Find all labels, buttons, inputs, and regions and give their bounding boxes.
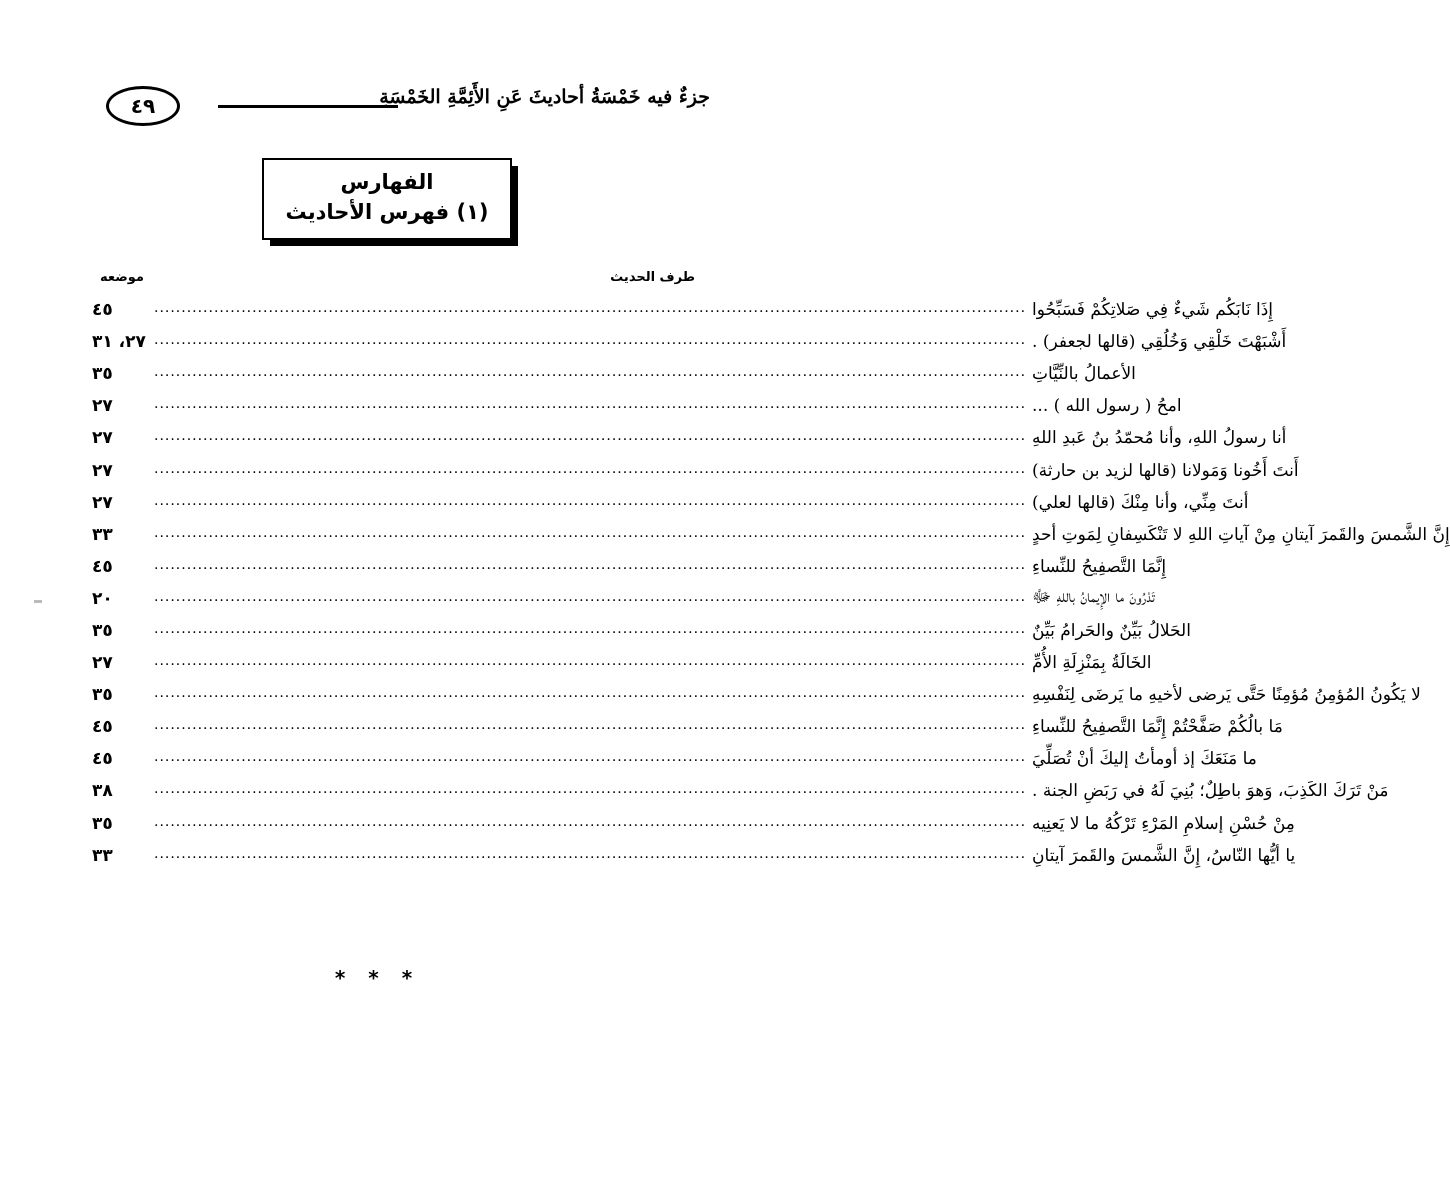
entry-page-ref: ٢٧ <box>92 460 113 481</box>
index-entry <box>92 840 1296 872</box>
dot-leader: ................................................................................................................................................................ <box>154 653 1027 670</box>
index-entry <box>92 583 1155 615</box>
section-subtitle: (١) فهرس الأحاديث <box>285 200 489 224</box>
index-entry <box>92 615 1191 647</box>
index-entry <box>92 454 1299 486</box>
dot-leader: ................................................................................................................................................................ <box>154 588 1027 605</box>
entry-hadith-text: إِنَّ الشَّمسَ والقَمرَ آيتانِ مِنْ آياتِ اللهِ لا تَنْكَسِفانِ لِمَوتِ أحدٍ <box>1032 524 1450 545</box>
entry-hadith-text: الحَلالُ بَيِّنٌ والحَرامُ بَيِّنٌ <box>1032 620 1191 641</box>
entry-page-ref: ٣٥ <box>92 813 113 834</box>
entry-hadith-text: أنتَ مِنِّي، وأنا مِنْكَ (قالها لعلي) <box>1032 492 1249 513</box>
title-box-frame <box>262 158 512 240</box>
entry-hadith-text: إِنَّمَا التَّصفِيحُ للنِّساءِ <box>1032 556 1167 577</box>
entry-page-ref: ٤٥ <box>92 717 113 738</box>
entry-page-ref: ٢٧ <box>92 396 113 417</box>
dot-leader: ................................................................................................................................................................ <box>154 396 1027 413</box>
dot-leader: ................................................................................................................................................................ <box>154 364 1027 381</box>
dot-leader: ................................................................................................................................................................ <box>154 620 1027 637</box>
page-header <box>100 84 710 134</box>
index-entry <box>92 711 1283 743</box>
entry-hadith-text: أَنتَ أَخُونا وَمَولانا (قالها لزيد بن حارثة) <box>1032 460 1299 481</box>
entry-page-ref: ٢٧، ٣١ <box>92 332 146 353</box>
section-title: الفهارس <box>340 170 434 194</box>
entry-hadith-text: مِنْ حُسْنِ إسلامِ المَرْءِ تَرْكُهُ ما لا يَعنِيه <box>1032 813 1295 834</box>
dot-leader: ................................................................................................................................................................ <box>154 460 1027 477</box>
entry-hadith-text: أَشْبَهْتَ خَلْقِي وَخُلُقِي (قالها لجعفر) . <box>1032 332 1287 353</box>
entry-page-ref: ٣٥ <box>92 685 113 706</box>
entry-page-ref: ٣٣ <box>92 845 113 866</box>
index-entry <box>92 743 1257 775</box>
entry-page-ref: ٣٥ <box>92 364 113 385</box>
entry-hadith-text: امحُ ( رسول الله ) ... <box>1032 396 1182 417</box>
index-entry <box>92 487 1249 519</box>
index-entry <box>92 422 1287 454</box>
dot-leader: ................................................................................................................................................................ <box>154 524 1027 541</box>
dot-leader: ................................................................................................................................................................ <box>154 845 1027 862</box>
index-entry <box>92 326 1287 358</box>
index-entry <box>92 294 1274 326</box>
entry-hadith-text: إِذَا نَابَكُم شَيءٌ فِي صَلاتِكُمْ فَسَبِّحُوا <box>1032 300 1274 321</box>
entry-hadith-text: ما مَنَعَكَ إذ أومأتُ إليكَ أنْ تُصَلِّيَ <box>1032 749 1257 770</box>
column-header-location: موضعه <box>100 270 144 285</box>
page-number: ٤٩ <box>106 86 180 126</box>
dot-leader: ................................................................................................................................................................ <box>154 685 1027 702</box>
closing-stars: * * * <box>334 966 421 990</box>
entry-hadith-text: الأعمالُ بالنِّيَّاتِ <box>1032 364 1136 385</box>
dot-leader: ................................................................................................................................................................ <box>154 556 1027 573</box>
index-entry <box>92 519 1450 551</box>
index-entry <box>92 390 1182 422</box>
entry-hadith-text: لا يَكُونُ المُؤمِنُ مُؤمِنًا حَتَّى يَرضى لأخيهِ ما يَرضَى لِنَفْسِهِ <box>1032 685 1421 706</box>
column-header-hadith: طرف الحديث <box>610 270 695 285</box>
hadith-index-list <box>92 294 1450 872</box>
header-rule <box>218 105 398 108</box>
dot-leader: ................................................................................................................................................................ <box>154 781 1027 798</box>
entry-page-ref: ٤٥ <box>92 556 113 577</box>
dot-leader: ................................................................................................................................................................ <box>154 717 1027 734</box>
index-entry <box>92 551 1167 583</box>
entry-page-ref: ٣٣ <box>92 524 113 545</box>
dot-leader: ................................................................................................................................................................ <box>154 332 1027 349</box>
running-title: جزءٌ فيه خَمْسَةُ أحاديثَ عَنِ الأَئِمَّةِ الخَمْسَةِ <box>379 86 710 108</box>
entry-hadith-text: مَنْ تَرَكَ الكَذِبَ، وَهوَ باطِلٌ؛ بُنِيَ لَهُ في رَبَضِ الجنة . <box>1032 781 1389 802</box>
dot-leader: ................................................................................................................................................................ <box>154 749 1027 766</box>
entry-hadith-text: تَدْرُونَ ما الإِيمانُ باللهِ ﷻ <box>1032 587 1155 608</box>
entry-page-ref: ٤٥ <box>92 300 113 321</box>
entry-page-ref: ٣٥ <box>92 620 113 641</box>
dot-leader: ................................................................................................................................................................ <box>154 492 1027 509</box>
index-entry <box>92 647 1152 679</box>
dot-leader: ................................................................................................................................................................ <box>154 300 1027 317</box>
entry-page-ref: ٢٠ <box>92 588 113 609</box>
entry-hadith-text: أنا رسولُ اللهِ، وأنا مُحمّدُ بنُ عَبدِ اللهِ <box>1032 428 1287 449</box>
entry-page-ref: ٢٧ <box>92 428 113 449</box>
entry-page-ref: ٢٧ <box>92 492 113 513</box>
entry-hadith-text: الخَالَةُ بِمَنْزِلَةِ الأُمِّ <box>1032 653 1152 674</box>
dot-leader: ................................................................................................................................................................ <box>154 428 1027 445</box>
entry-hadith-text: يا أيُّها النّاسُ، إِنَّ الشَّمسَ والقَمرَ آيتانِ <box>1032 845 1296 866</box>
entry-page-ref: ٢٧ <box>92 653 113 674</box>
index-entry <box>92 679 1421 711</box>
column-headers <box>100 270 695 294</box>
scan-speck <box>34 600 42 603</box>
dot-leader: ................................................................................................................................................................ <box>154 813 1027 830</box>
index-entry <box>92 808 1295 840</box>
index-entry <box>92 775 1389 807</box>
entry-hadith-text: مَا بالُكُمْ صَفَّحْتُمْ إِنَّمَا التَّصفِيحُ للنِّساءِ <box>1032 717 1283 738</box>
index-entry <box>92 358 1136 390</box>
entry-page-ref: ٣٨ <box>92 781 113 802</box>
title-box <box>262 158 520 246</box>
entry-page-ref: ٤٥ <box>92 749 113 770</box>
